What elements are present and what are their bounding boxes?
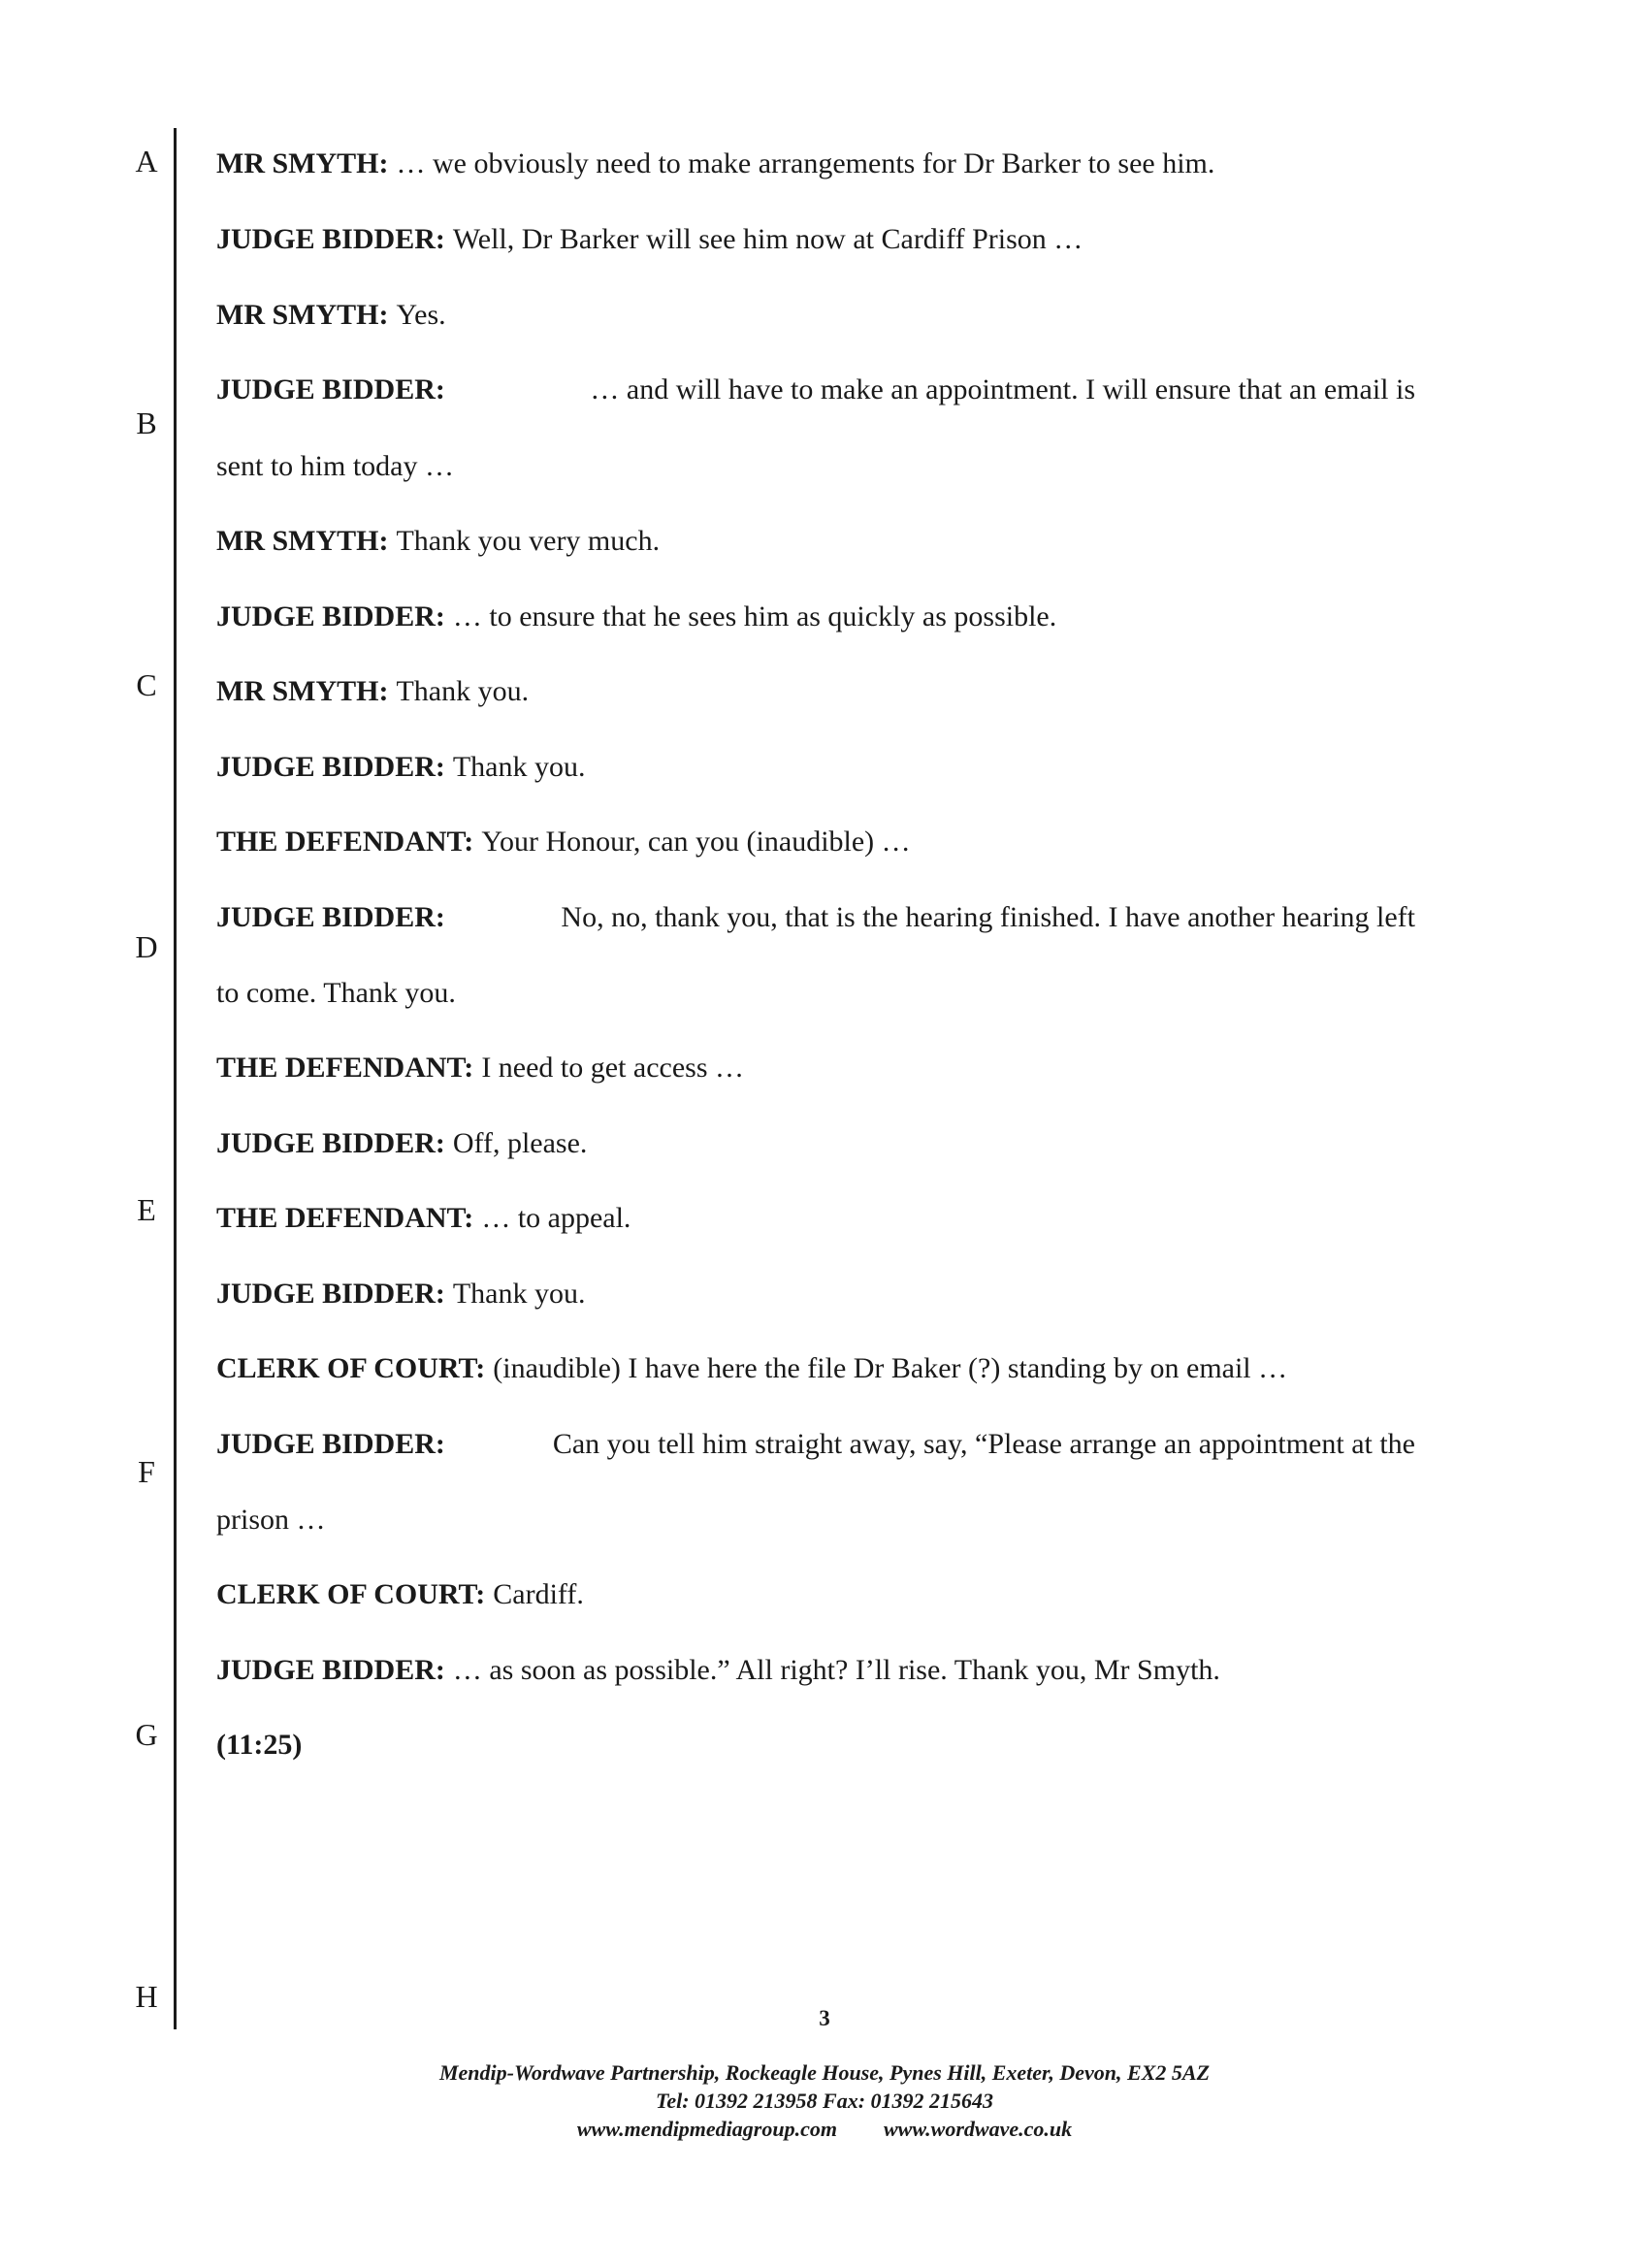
speech-text: Thank you. [452,1278,586,1310]
footer-phone: Tel: 01392 213958 Fax: 01392 215643 [655,2089,994,2113]
transcript-line [216,1354,1429,1383]
speaker-label: THE DEFENDANT: [216,1202,474,1234]
transcript-line [216,1129,1429,1158]
margin-letter-e: E [137,1192,156,1227]
speech-text: Yes. [396,299,446,331]
speaker-label: JUDGE BIDDER: [216,600,445,632]
speaker-label: MR SMYTH: [216,299,389,331]
transcript-line [216,677,1429,706]
speaker-label: JUDGE BIDDER: [216,223,445,255]
page-number: 3 [819,2006,830,2030]
speaker-label: JUDGE BIDDER: [216,1278,445,1310]
transcript-line [216,527,1429,556]
speech-text: … as soon as possible.” All right? I’ll rise. Thank you, Mr Smyth. [452,1654,1220,1686]
speech-text: … and will have to make an appointment. I will ensure that an email is [590,373,1415,405]
speaker-label: JUDGE BIDDER: [216,1127,445,1159]
speaker-label: CLERK OF COURT: [216,1352,486,1384]
footer-websites [291,2115,1358,2143]
speech-text: Off, please. [452,1127,588,1159]
speaker-label: JUDGE BIDDER: [216,751,445,783]
speaker-label: MR SMYTH: [216,525,389,557]
speech-text: I need to get access … [481,1052,745,1084]
transcript-line [216,1204,1429,1233]
margin-rule [174,128,177,2029]
footer-address: Mendip-Wordwave Partnership, Rockeagle House, Pynes Hill, Exeter, Devon, EX2 5AZ [438,2060,1211,2085]
footer-website-link: www.mendipmediagroup.com [576,2117,837,2141]
transcript-line [216,1430,1415,1459]
speaker-label: CLERK OF COURT: [216,1578,486,1610]
speaker-label: JUDGE BIDDER: [216,1654,445,1686]
transcript-line [216,753,1429,782]
margin-letter-a: A [135,144,158,178]
speech-text: Cardiff. [493,1578,584,1610]
speech-text: … we obviously need to make arrangements for Dr Barker to see him. [396,147,1215,179]
speech-text: … to appeal. [481,1202,631,1234]
time-marker: (11:25) [216,1729,303,1761]
margin-letter-c: C [136,667,157,702]
speaker-label: MR SMYTH: [216,675,389,707]
transcript-line [216,1280,1429,1309]
speech-text: Thank you. [396,675,530,707]
footer [291,2058,1358,2143]
transcript-continuation: to come. Thank you. [216,977,456,1009]
speaker-label: THE DEFENDANT: [216,826,474,858]
speaker-label: MR SMYTH: [216,147,389,179]
speaker-label: JUDGE BIDDER: [216,1428,445,1460]
footer-website-link: www.wordwave.co.uk [883,2117,1073,2141]
transcript-line [216,225,1429,254]
speech-text: … to ensure that he sees him as quickly as possible. [452,600,1057,632]
transcript-line [216,1580,1429,1609]
transcript-line [216,375,1415,405]
margin-letter-g: G [135,1717,158,1752]
margin-letter-d: D [135,929,158,964]
speaker-label: THE DEFENDANT: [216,1052,474,1084]
transcript-continuation: sent to him today … [216,450,454,482]
speech-text: Well, Dr Barker will see him now at Cardiff Prison … [452,223,1083,255]
margin-letter-b: B [136,405,157,440]
margin-letter-f: F [138,1454,155,1489]
transcript-line [216,301,1429,330]
transcript-line [216,602,1429,632]
transcript-line [216,1656,1429,1685]
transcript-line [216,903,1415,932]
speech-text: (inaudible) I have here the file Dr Baker (?) standing by on email … [493,1352,1288,1384]
speaker-label: JUDGE BIDDER: [216,373,445,405]
margin-letter-h: H [135,1979,158,2014]
speaker-label: JUDGE BIDDER: [216,901,445,933]
transcript-continuation: prison … [216,1504,326,1536]
speech-text: Thank you. [452,751,586,783]
speech-text: Your Honour, can you (inaudible) … [481,826,911,858]
transcript-line [216,827,1429,857]
transcript-line [216,149,1429,178]
speech-text: No, no, thank you, that is the hearing finished. I have another hearing left [561,901,1415,933]
speech-text: Thank you very much. [396,525,661,557]
transcript-line [216,1053,1429,1083]
speech-text: Can you tell him straight away, say, “Please arrange an appointment at the [552,1428,1415,1460]
